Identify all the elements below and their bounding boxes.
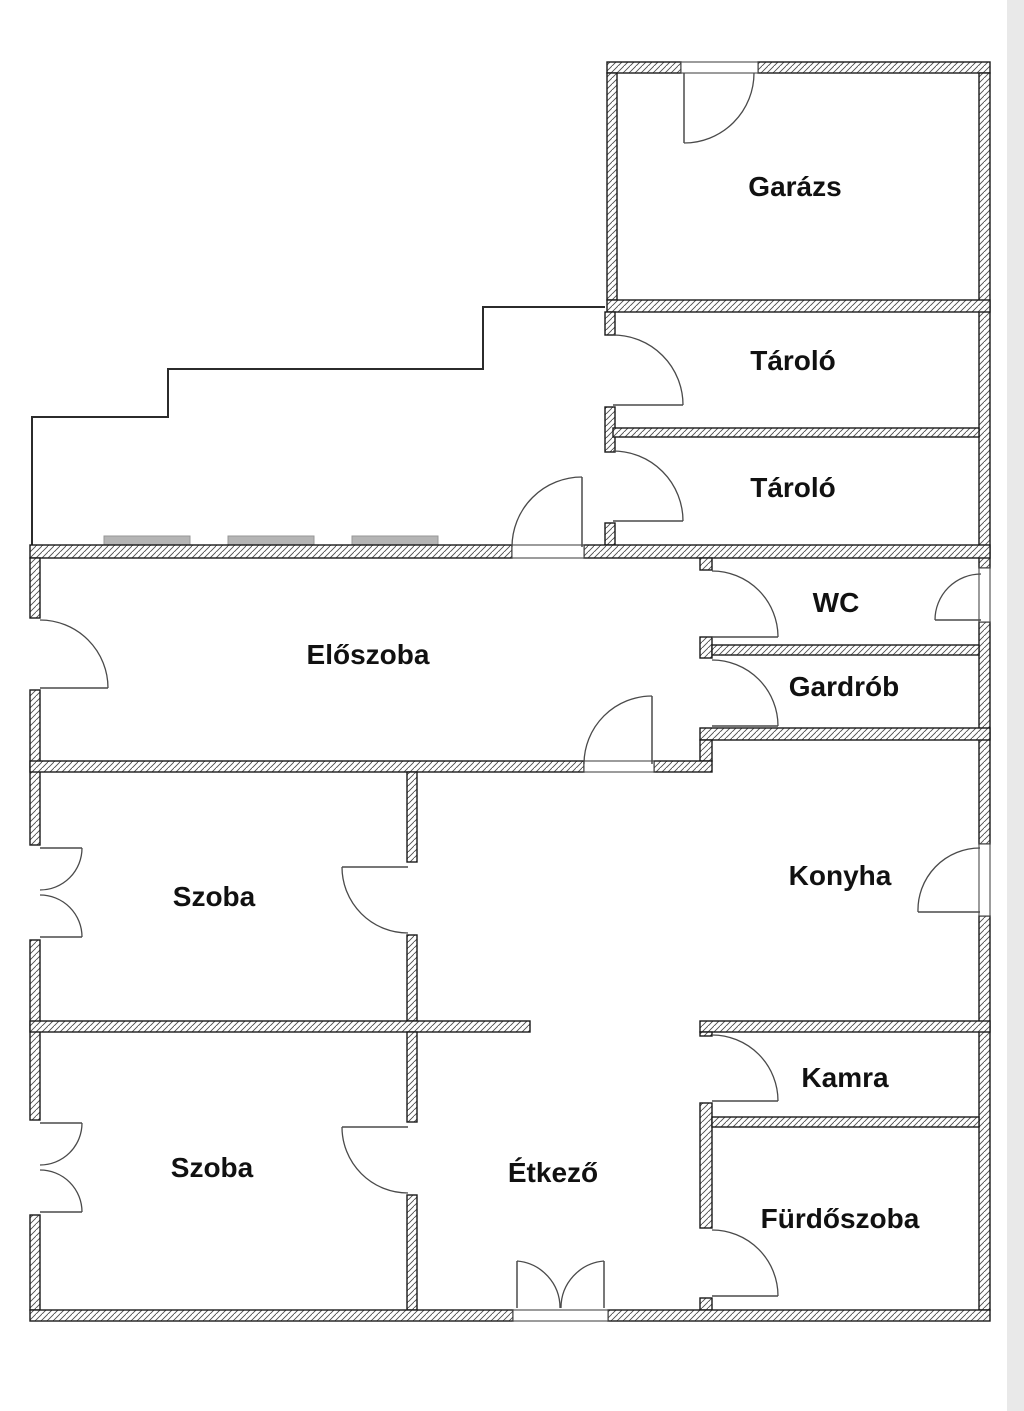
wall-segment [654, 761, 712, 772]
room-label-tarolo-1: Tároló [750, 345, 836, 376]
wall-segment [30, 558, 40, 618]
room-label-szoba-2: Szoba [170, 1152, 254, 1183]
wall-segment [584, 545, 990, 558]
wall-segment [712, 1117, 979, 1127]
wall-segment [700, 740, 712, 761]
page-edge-strip [1007, 0, 1024, 1411]
wall-segment [700, 558, 712, 570]
hall-kitchen-threshold [584, 761, 654, 772]
kitchen-right-threshold [979, 844, 990, 916]
wall-segment [605, 312, 615, 335]
wall-segment [700, 1032, 712, 1036]
wall-segment [30, 1310, 513, 1321]
wall-segment [700, 728, 990, 740]
room-label-furdoszoba: Fürdőszoba [760, 1203, 920, 1234]
wc-right-threshold [979, 568, 990, 622]
wall-segment [758, 62, 990, 73]
wall-segment [613, 428, 979, 437]
wall-segment [607, 300, 990, 312]
wall-segment [607, 73, 617, 300]
wall-segment [605, 523, 615, 545]
entry-threshold [512, 545, 584, 558]
room-label-tarolo-2: Tároló [750, 472, 836, 503]
room-label-garazs: Garázs [748, 171, 842, 202]
wall-segment [407, 772, 417, 862]
wall-segment [30, 1215, 40, 1310]
wall-segment [407, 1032, 417, 1122]
room-label-gardrob: Gardrób [788, 671, 900, 702]
wall-segment [407, 1195, 417, 1310]
wall-segment [712, 645, 979, 655]
room-label-szoba-1: Szoba [172, 881, 256, 912]
wall-segment [407, 935, 417, 1021]
wall-segment [30, 761, 584, 772]
room-label-eloszoba: Előszoba [306, 639, 430, 670]
wall-segment [700, 637, 712, 658]
wall-segment [700, 1021, 990, 1032]
wall-segment [700, 1298, 712, 1310]
wall-segment [607, 62, 681, 73]
wall-segment [608, 1310, 990, 1321]
wall-segment [30, 545, 512, 558]
wall-segment [30, 1021, 530, 1032]
room-label-etkezo: Étkező [507, 1157, 599, 1188]
terrace-door-threshold [513, 1310, 608, 1321]
wall-segment [979, 73, 990, 568]
wall-segment [979, 916, 990, 1310]
room-label-kamra: Kamra [801, 1062, 889, 1093]
wall-segment [700, 1103, 712, 1228]
room-label-konyha: Konyha [788, 860, 892, 891]
garage-threshold [681, 62, 758, 73]
room-label-wc: WC [812, 587, 860, 618]
